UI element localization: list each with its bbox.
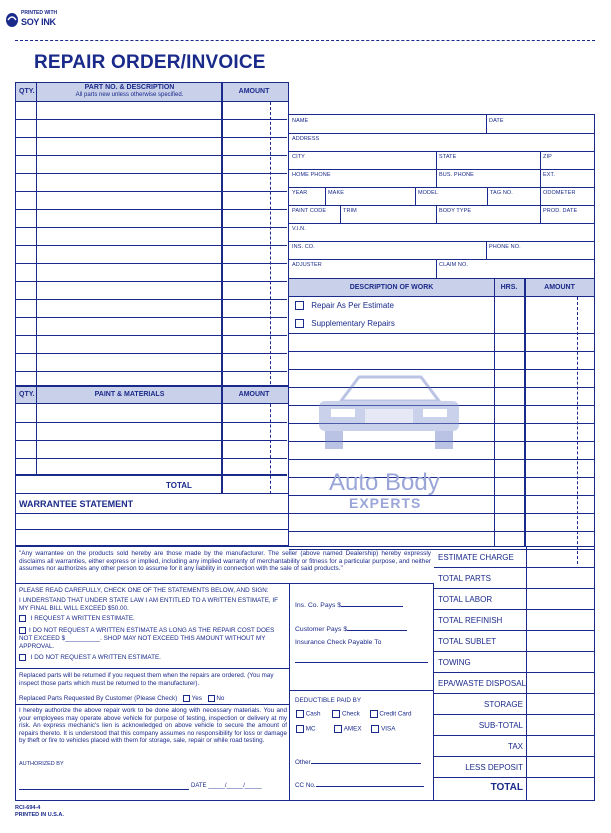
ruled-line (16, 335, 287, 336)
name-label: NAME (292, 118, 309, 124)
paint-amount-header: AMOUNT (238, 391, 270, 398)
estimate-none-option[interactable] (19, 654, 161, 661)
customer-pays-label: Customer Pays $ (295, 626, 348, 633)
authorization-text: I hereby authorize the above repair work to be done along with necessary materials. You and your employees may operate above vehicle for purpose of testing, inspection or delivery at my risk. An express mechanic's lien is acknowledged on above vehicle to secure the amount of repairs thereto. It is understood that this company assumes no responsibility for loss or damage by theft or fire to vehicles placed with them for storage, sale, repair or while road testing. (19, 707, 287, 745)
top-divider (15, 40, 595, 41)
bus-phone-label: BUS. PHONE (439, 172, 474, 178)
estimate-limit-checkbox[interactable] (19, 627, 26, 634)
estimate-none-checkbox[interactable] (19, 654, 26, 661)
mc-label: MC (305, 725, 316, 733)
totals-label: TOWING (438, 658, 471, 667)
ruled-line (16, 458, 287, 459)
totals-row (434, 694, 595, 715)
totals-row (434, 547, 595, 568)
ruled-line (16, 440, 287, 441)
estimate-request-checkbox[interactable] (19, 615, 26, 622)
totals-row (434, 589, 595, 610)
soy-ink-logo (5, 8, 75, 30)
replaced-parts-yes-label: Yes (191, 695, 202, 703)
parts-desc-subheader: All parts new unless otherwise specified. (75, 92, 184, 98)
ruled-line (16, 119, 287, 120)
ruled-line (16, 353, 287, 354)
soy-leaf-icon (5, 10, 19, 28)
totals-amount-field[interactable] (527, 631, 594, 651)
paint-qty-header: QTY. (19, 391, 35, 398)
totals-amount-field[interactable] (527, 673, 594, 693)
date-label: DATE (489, 118, 504, 124)
ruled-line (16, 173, 287, 174)
work-desc-header: DESCRIPTION OF WORK (349, 284, 434, 291)
warranty-heading: WARRANTEE STATEMENT (19, 499, 134, 509)
totals-row (434, 631, 595, 652)
ruled-line (16, 227, 287, 228)
ruled-line (16, 245, 287, 246)
totals-label: TOTAL LABOR (438, 595, 493, 604)
replaced-parts-no-checkbox[interactable] (208, 695, 215, 702)
tag-no-label: TAG NO. (490, 190, 513, 196)
supplementary-repairs-checkbox[interactable] (295, 319, 304, 328)
auth-date-field[interactable]: DATE _____/_____/_____ (191, 783, 262, 789)
odometer-label: ODOMETER (543, 190, 576, 196)
replaced-parts-yes-checkbox[interactable] (183, 695, 190, 702)
payment-method-row2 (296, 725, 395, 733)
totals-amount-field[interactable] (527, 736, 594, 756)
warranty-text-box (15, 546, 434, 584)
deductible-label: DEDUCTIBLE PAID BY (295, 697, 362, 704)
customer-info (289, 114, 595, 278)
address-label: ADDRESS (292, 136, 320, 142)
ruled-line (16, 371, 287, 372)
ruled-line (289, 459, 595, 460)
estimate-statement-law: I UNDERSTAND THAT UNDER STATE LAW I AM ENTITLED TO A WRITTEN ESTIMATE, IF MY FINAL BILL WILL EXCEED $50.00. (19, 597, 279, 612)
totals-row (434, 715, 595, 736)
city-label: CITY (292, 154, 305, 160)
totals-label: TOTAL (490, 782, 523, 793)
ruled-line (16, 263, 287, 264)
totals-label: LESS DEPOSIT (465, 763, 523, 772)
totals-row (434, 736, 595, 757)
work-amount-header: AMOUNT (544, 284, 575, 291)
replaced-parts-box (15, 669, 289, 705)
totals-amount-field[interactable] (527, 610, 594, 630)
logo-line1: PRINTED WITH (21, 10, 58, 16)
ins-check-label: Insurance Check Payable To (295, 639, 382, 646)
page-title: REPAIR ORDER/INVOICE (34, 52, 266, 73)
auth-date-label: DATE (191, 783, 207, 789)
paint-code-label: PAINT CODE (292, 208, 327, 214)
totals-amount-field[interactable] (527, 547, 594, 567)
paint-desc-header: PAINT & MATERIALS (94, 391, 165, 398)
mc-checkbox[interactable] (296, 725, 304, 733)
warranty-box (15, 494, 289, 546)
make-label: MAKE (328, 190, 344, 196)
parts-table (15, 82, 289, 386)
replaced-parts-question-label: Replaced Parts Requested By Customer (Please Check) (19, 695, 178, 703)
estimate-none-label: I DO NOT REQUEST A WRITTEN ESTIMATE. (30, 654, 161, 662)
replaced-parts-no-label: No (216, 695, 225, 703)
ext-label: EXT. (543, 172, 556, 178)
estimate-limit-label: I DO NOT REQUEST A WRITTEN ESTIMATE AS LONG AS THE REPAIR COST DOES NOT EXCEED $__________. SHOP MAY NOT EXCEED THIS AMOUNT WITHOUT MY APPROVAL. (19, 627, 275, 650)
totals-label: SUB-TOTAL (478, 721, 523, 730)
totals-row (434, 652, 595, 673)
check-checkbox[interactable] (332, 710, 340, 718)
estimate-limit-option[interactable] (19, 627, 284, 650)
adjuster-label: ADJUSTER (292, 262, 322, 268)
ruled-line (16, 281, 287, 282)
totals-label: TAX (508, 742, 523, 751)
ruled-line (289, 513, 595, 514)
totals-label: TOTAL PARTS (438, 574, 491, 583)
watermark-line2: EXPERTS (349, 495, 422, 511)
supplementary-repairs-option[interactable] (295, 319, 395, 328)
work-table (289, 278, 595, 546)
watermark-line1: Auto Body (329, 469, 440, 496)
totals-row (434, 673, 595, 694)
parts-amount-header: AMOUNT (238, 88, 270, 95)
signature-line[interactable] (19, 789, 189, 790)
totals-amount-field[interactable] (527, 757, 594, 777)
estimate-request-label: I REQUEST A WRITTEN ESTIMATE. (30, 615, 135, 623)
ruled-line (16, 209, 287, 210)
totals-amount-field[interactable] (527, 778, 594, 798)
paint-table (15, 386, 289, 494)
ruled-line (16, 191, 287, 192)
other-field[interactable] (295, 759, 421, 766)
totals-label: TOTAL SUBLET (438, 637, 497, 646)
totals-label: STORAGE (484, 700, 523, 709)
printed-in-usa: PRINTED IN U.S.A. (15, 812, 64, 818)
amex-label: AMEX (343, 725, 362, 733)
estimate-box (15, 584, 289, 669)
cc-no-label: CC No. (295, 782, 316, 789)
totals-row (434, 610, 595, 631)
car-watermark-icon (311, 371, 466, 453)
other-label: Other (295, 759, 311, 766)
home-phone-label: HOME PHONE (292, 172, 331, 178)
cc-no-field[interactable] (295, 782, 424, 789)
parts-qty-header: QTY. (19, 88, 35, 95)
estimate-request-option[interactable] (19, 615, 135, 622)
visa-checkbox[interactable] (371, 725, 379, 733)
ruled-line (289, 531, 595, 532)
form-number: RCI-694-4 (15, 805, 41, 811)
work-hrs-header: HRS. (500, 284, 518, 291)
customer-pays-field[interactable] (295, 626, 407, 633)
logo-line2: SOY INK (21, 17, 56, 27)
ruled-line (16, 155, 287, 156)
ins-pays-field[interactable] (295, 602, 403, 609)
body-type-label: BODY TYPE (439, 208, 472, 214)
totals-label: ESTIMATE CHARGE (438, 553, 514, 562)
estimate-intro: PLEASE READ CAREFULLY, CHECK ONE OF THE STATEMENTS BELOW, AND SIGN: (19, 587, 269, 594)
ins-check-line[interactable] (295, 662, 428, 663)
authorization-box (15, 705, 289, 801)
totals-row (434, 778, 595, 799)
ruled-line (16, 422, 287, 423)
cash-label: Cash (305, 710, 321, 718)
totals-row (434, 757, 595, 778)
payment-box (289, 584, 434, 801)
visa-label: VISA (381, 725, 396, 733)
totals-amount-field[interactable] (527, 652, 594, 672)
ruled-line (16, 317, 287, 318)
repair-per-estimate-option[interactable] (295, 301, 394, 310)
prod-date-label: PROD. DATE (543, 208, 578, 214)
repair-per-estimate-label: Repair As Per Estimate (311, 301, 394, 310)
totals-amount-field[interactable] (527, 694, 594, 714)
paint-total-label: TOTAL (166, 481, 192, 490)
claim-no-label: CLAIM NO. (439, 262, 469, 268)
totals-label: TOTAL REFINISH (438, 616, 503, 625)
ruled-line (289, 333, 595, 334)
totals-amount-field[interactable] (527, 589, 594, 609)
replaced-parts-text: Replaced parts will be returned if you request them when the repairs are ordered. (You may inspect those parts which must be returned to the manufacturer). (19, 672, 274, 687)
cash-checkbox[interactable] (296, 710, 304, 718)
supplementary-repairs-label: Supplementary Repairs (311, 319, 395, 328)
zip-label: ZIP (543, 154, 552, 160)
totals-label: EPA/WASTE DISPOSAL (438, 679, 527, 688)
ins-co-label: INS. CO. (292, 244, 315, 250)
amex-checkbox[interactable] (334, 725, 342, 733)
repair-per-estimate-checkbox[interactable] (295, 301, 304, 310)
totals-amount-field[interactable] (527, 568, 594, 588)
payment-method-row1 (296, 710, 412, 718)
ins-pays-label: Ins. Co. Pays $ (295, 602, 342, 609)
model-label: MODEL (418, 190, 439, 196)
credit-card-label: Credit Card (379, 710, 412, 718)
year-label: YEAR (292, 190, 308, 196)
totals-amount-field[interactable] (527, 715, 594, 735)
ruled-line (289, 369, 595, 370)
paint-total-line (16, 474, 287, 476)
replaced-parts-question (19, 695, 224, 702)
vin-label: V.I.N. (292, 226, 306, 232)
totals-row (434, 568, 595, 589)
credit-card-checkbox[interactable] (370, 710, 378, 718)
check-label: Check (341, 710, 360, 718)
phone-no-label: PHONE NO. (489, 244, 521, 250)
ruled-line (16, 137, 287, 138)
authorized-by-label: AUTHORIZED BY (19, 761, 64, 767)
totals-box (434, 546, 595, 801)
parts-desc-header: PART NO. & DESCRIPTION (84, 84, 175, 91)
warranty-text: "Any warrantee on the products sold hereby are those made by the manufacturer. The seller (above named Dealership) hereby expressly disclaims all warranties, either express or implied, including any implied warranty of merchantability or fitness for a particular purpose, and neither assumes nor authorizes any other person to assume for it any liability in connection with the sale of said products." (19, 550, 431, 573)
ruled-line (16, 299, 287, 300)
trim-label: TRIM (343, 208, 357, 214)
state-label: STATE (439, 154, 457, 160)
ruled-line (289, 351, 595, 352)
